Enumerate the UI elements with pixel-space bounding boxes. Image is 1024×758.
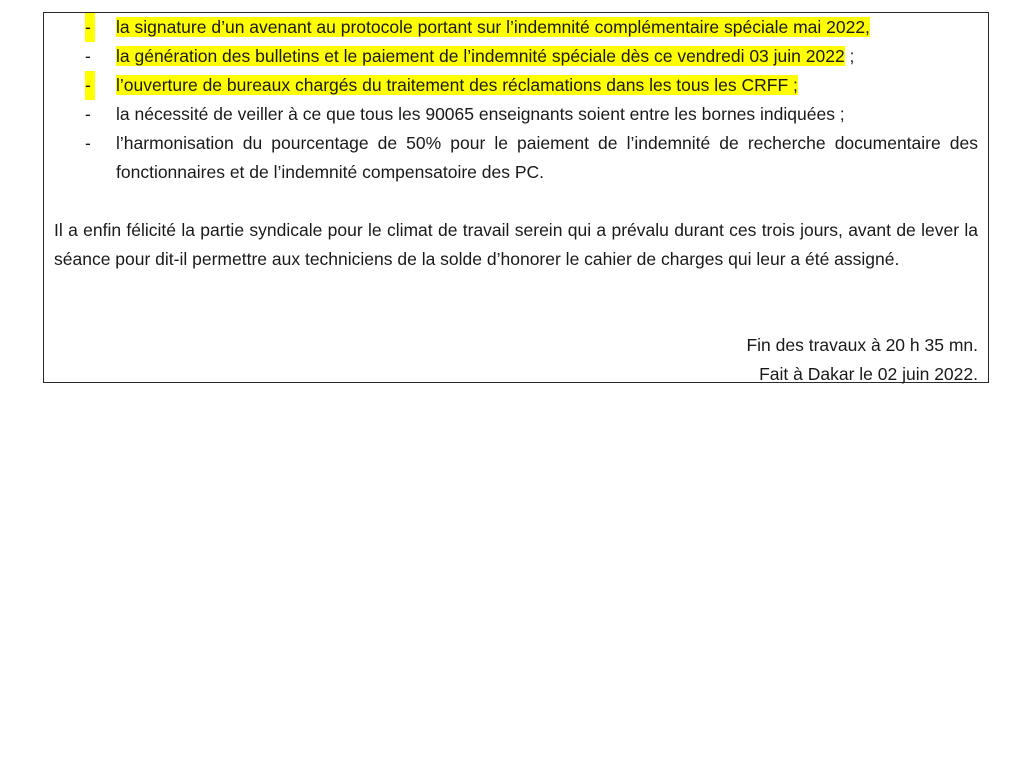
end-time-line: Fin des travaux à 20 h 35 mn.: [746, 335, 978, 355]
highlighted-text: la génération des bulletins et le paiement de l’indemnité spéciale dès ce vendredi 03 juin 2022: [116, 46, 845, 66]
highlighted-text: la signature d’un avenant au protocole portant sur l’indemnité complémentaire spéciale mai 2022,: [116, 17, 870, 37]
bullet-text: [116, 13, 978, 42]
bullet-dash: -: [85, 71, 95, 100]
place-date-line: Fait à Dakar le 02 juin 2022.: [759, 364, 978, 384]
bullet-text: [116, 100, 978, 129]
list-item: [44, 100, 988, 129]
list-item: [44, 71, 988, 100]
list-item: [44, 129, 988, 187]
bullet-text: [116, 71, 978, 100]
list-item: [44, 42, 988, 71]
highlighted-text: l’ouverture de bureaux chargés du traitement des réclamations dans les tous les CRFF ;: [116, 75, 798, 95]
bullet-text-content: la nécessité de veiller à ce que tous les 90065 enseignants soient entre les bornes indiquées ;: [116, 104, 845, 124]
bullet-list: [44, 13, 988, 187]
bullet-dash: -: [85, 46, 91, 66]
document-frame: [43, 12, 989, 383]
closing-block: [746, 331, 978, 389]
bullet-text: [116, 42, 978, 71]
bullet-dash: -: [85, 133, 91, 153]
list-item: [44, 13, 988, 42]
bullet-text: [116, 129, 978, 187]
closing-paragraph: Il a enfin félicité la partie syndicale pour le climat de travail serein qui a prévalu durant ces trois jours, avant de lever la séance pour dit-il permettre aux techniciens de la solde d’honorer le cahier de charges qui leur a été assigné.: [54, 220, 978, 269]
bullet-dash: -: [85, 104, 91, 124]
bullet-text-content: l’harmonisation du pourcentage de 50% pour le paiement de l’indemnité de recherche documentaire des fonctionnaires et de l’indemnité compensatoire des PC.: [116, 133, 978, 182]
bullet-dash: -: [85, 13, 95, 42]
bullet-suffix: ;: [844, 46, 855, 66]
